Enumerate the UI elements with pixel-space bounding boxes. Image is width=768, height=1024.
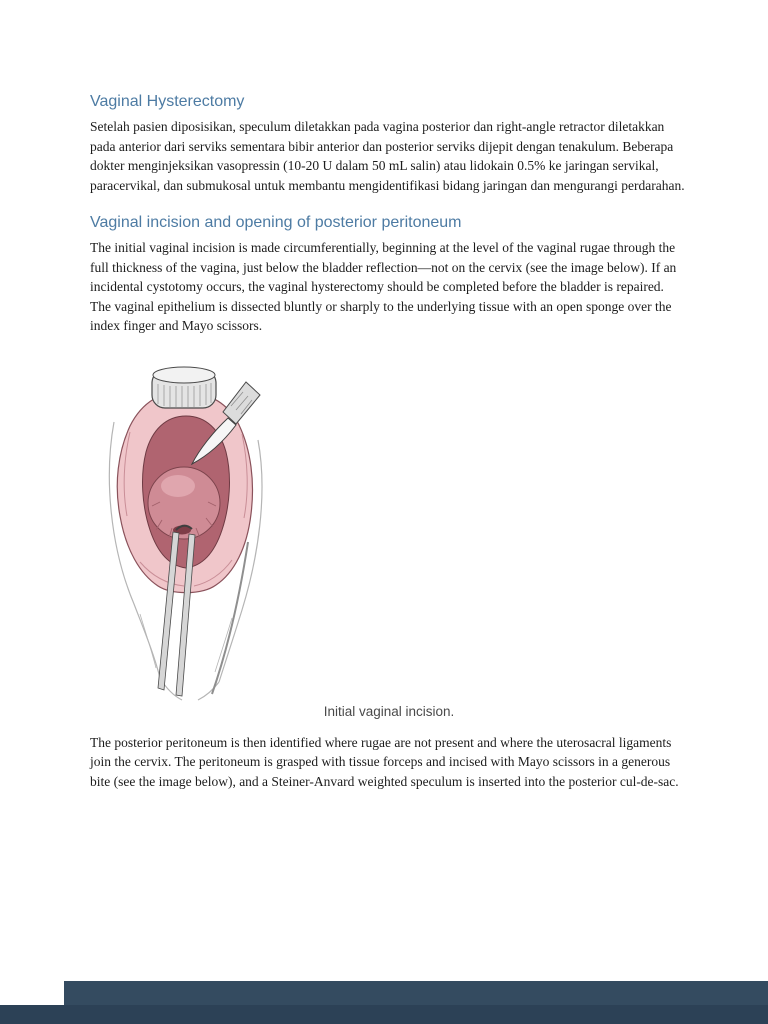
footer-bar-lower — [0, 1005, 768, 1024]
section-vaginal-incision — [90, 213, 688, 336]
paragraph-vaginal-hysterectomy: Setelah pasien diposisikan, speculum diletakkan pada vagina posterior dan right-angle retractor diletakkan pada anterior dari serviks sementara bibir anterior dan posterior serviks dijepit dengan tenakulum. Beberapa dokter menginjeksikan vasopressin (10-20 U dalam 50 mL salin) atau lidokain 0.5% ke jaringan servikal, paracervikal, dan submukosal untuk membantu mengidentifikasi bidang jaringan dan mengurangi perdarahan. — [90, 119, 685, 193]
paragraph-vaginal-incision: The initial vaginal incision is made circumferentially, beginning at the level of the vaginal rugae through the full thickness of the vagina, just below the bladder reflection—not on the cervix (see the image below). If an incidental cystotomy occurs, the vaginal hysterectomy should be completed before the bladder is repaired. The vaginal epithelium is dissected bluntly or sharply to the underlying tissue with an open sponge over the index finger and Mayo scissors. — [90, 240, 677, 334]
surgical-illustration-svg — [100, 362, 272, 702]
footer-bar-upper — [64, 981, 768, 1005]
surgical-illustration — [100, 362, 272, 702]
section-vaginal-hysterectomy — [90, 92, 688, 195]
heading-vaginal-hysterectomy: Vaginal Hysterectomy — [90, 93, 245, 110]
figure-caption: Initial vaginal incision. — [323, 703, 455, 719]
cervix — [148, 467, 220, 539]
figure-initial-vaginal-incision — [90, 362, 688, 719]
paragraph-posterior-peritoneum: The posterior peritoneum is then identified where rugae are not present and where the uterosacral ligaments join the cervix. The peritoneum is grasped with tissue forceps and incised with Mayo scissors in a generous bite (see the image below), and a Steiner-Anvard weighted speculum is inserted into the posterior cul-de-sac. — [90, 734, 679, 789]
retractor — [152, 367, 216, 408]
heading-vaginal-incision: Vaginal incision and opening of posterior peritoneum — [90, 214, 462, 232]
